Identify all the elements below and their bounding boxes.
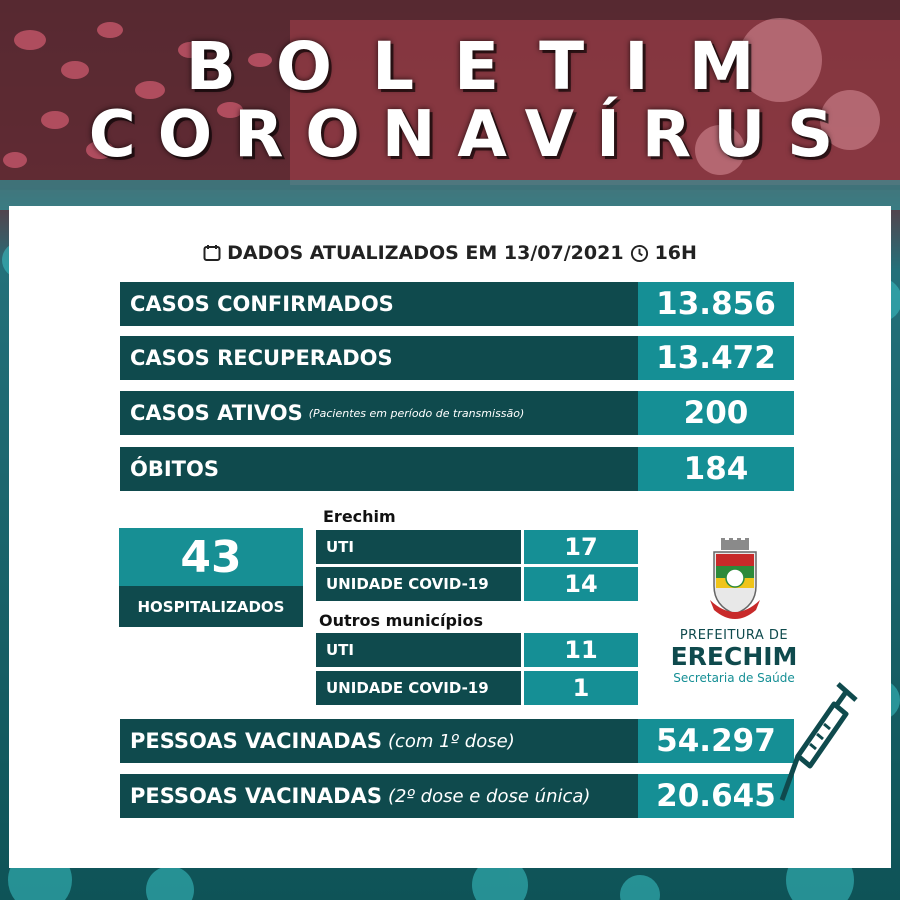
update-date: DADOS ATUALIZADOS EM 13/07/2021 <box>227 242 624 264</box>
vaccinated-dose2-label-box <box>120 774 638 818</box>
recovered-label: CASOS RECUPERADOS <box>120 336 638 380</box>
calendar-icon <box>203 244 221 262</box>
erechim-uti-value: 17 <box>524 530 638 564</box>
vaccinated-dose1-label: PESSOAS VACINADAS <box>130 729 382 753</box>
logo-line-2: ERECHIM <box>670 642 798 671</box>
confirmed-value: 13.856 <box>638 282 794 326</box>
erechim-covid-row <box>316 567 638 601</box>
erechim-covid-value: 14 <box>524 567 638 601</box>
outros-covid-row <box>316 671 638 705</box>
update-time: 16H <box>654 242 697 264</box>
deaths-value: 184 <box>638 447 794 491</box>
active-note: (Pacientes em período de transmissão) <box>308 406 525 420</box>
vaccinated-dose1-row <box>120 719 794 763</box>
content-panel <box>9 206 891 868</box>
confirmed-label: CASOS CONFIRMADOS <box>120 282 638 326</box>
coat-of-arms-icon <box>708 538 762 624</box>
confirmed-row <box>120 282 794 326</box>
erechim-covid-label: UNIDADE COVID-19 <box>316 567 521 601</box>
vaccinated-dose1-label-box <box>120 719 638 763</box>
recovered-row <box>120 336 794 380</box>
vaccinated-dose2-value: 20.645 <box>638 774 794 818</box>
syringe-icon <box>772 676 862 806</box>
title-line-2: CORONAVÍRUS <box>88 98 856 172</box>
erechim-uti-label: UTI <box>316 530 521 564</box>
logo-line-3: Secretaria de Saúde <box>673 671 795 685</box>
prefeitura-logo <box>664 538 804 688</box>
vaccinated-dose2-row <box>120 774 794 818</box>
hospitalized-label: HOSPITALIZADOS <box>119 586 303 627</box>
clock-icon <box>630 244 649 263</box>
deaths-label: ÓBITOS <box>120 447 638 491</box>
hospitalized-value: 43 <box>119 528 303 586</box>
active-row <box>120 391 794 435</box>
title-line-1: BOLETIM <box>185 28 795 105</box>
vaccinated-dose2-label: PESSOAS VACINADAS <box>130 784 382 808</box>
outros-uti-label: UTI <box>316 633 521 667</box>
hospitalized-box <box>119 528 303 627</box>
outros-heading: Outros municípios <box>319 611 483 630</box>
update-line <box>9 242 891 264</box>
logo-line-1: PREFEITURA DE <box>679 628 789 643</box>
vaccinated-dose1-value: 54.297 <box>638 719 794 763</box>
outros-covid-label: UNIDADE COVID-19 <box>316 671 521 705</box>
active-label: CASOS ATIVOS <box>130 401 303 425</box>
outros-covid-value: 1 <box>524 671 638 705</box>
outros-uti-row <box>316 633 638 667</box>
recovered-value: 13.472 <box>638 336 794 380</box>
active-label-box <box>120 391 638 435</box>
erechim-uti-row <box>316 530 638 564</box>
outros-uti-value: 11 <box>524 633 638 667</box>
active-value: 200 <box>638 391 794 435</box>
deaths-row <box>120 447 794 491</box>
erechim-heading: Erechim <box>323 507 396 526</box>
vaccinated-dose2-note: (2º dose e dose única) <box>387 785 591 807</box>
vaccinated-dose1-note: (com 1º dose) <box>387 730 515 752</box>
